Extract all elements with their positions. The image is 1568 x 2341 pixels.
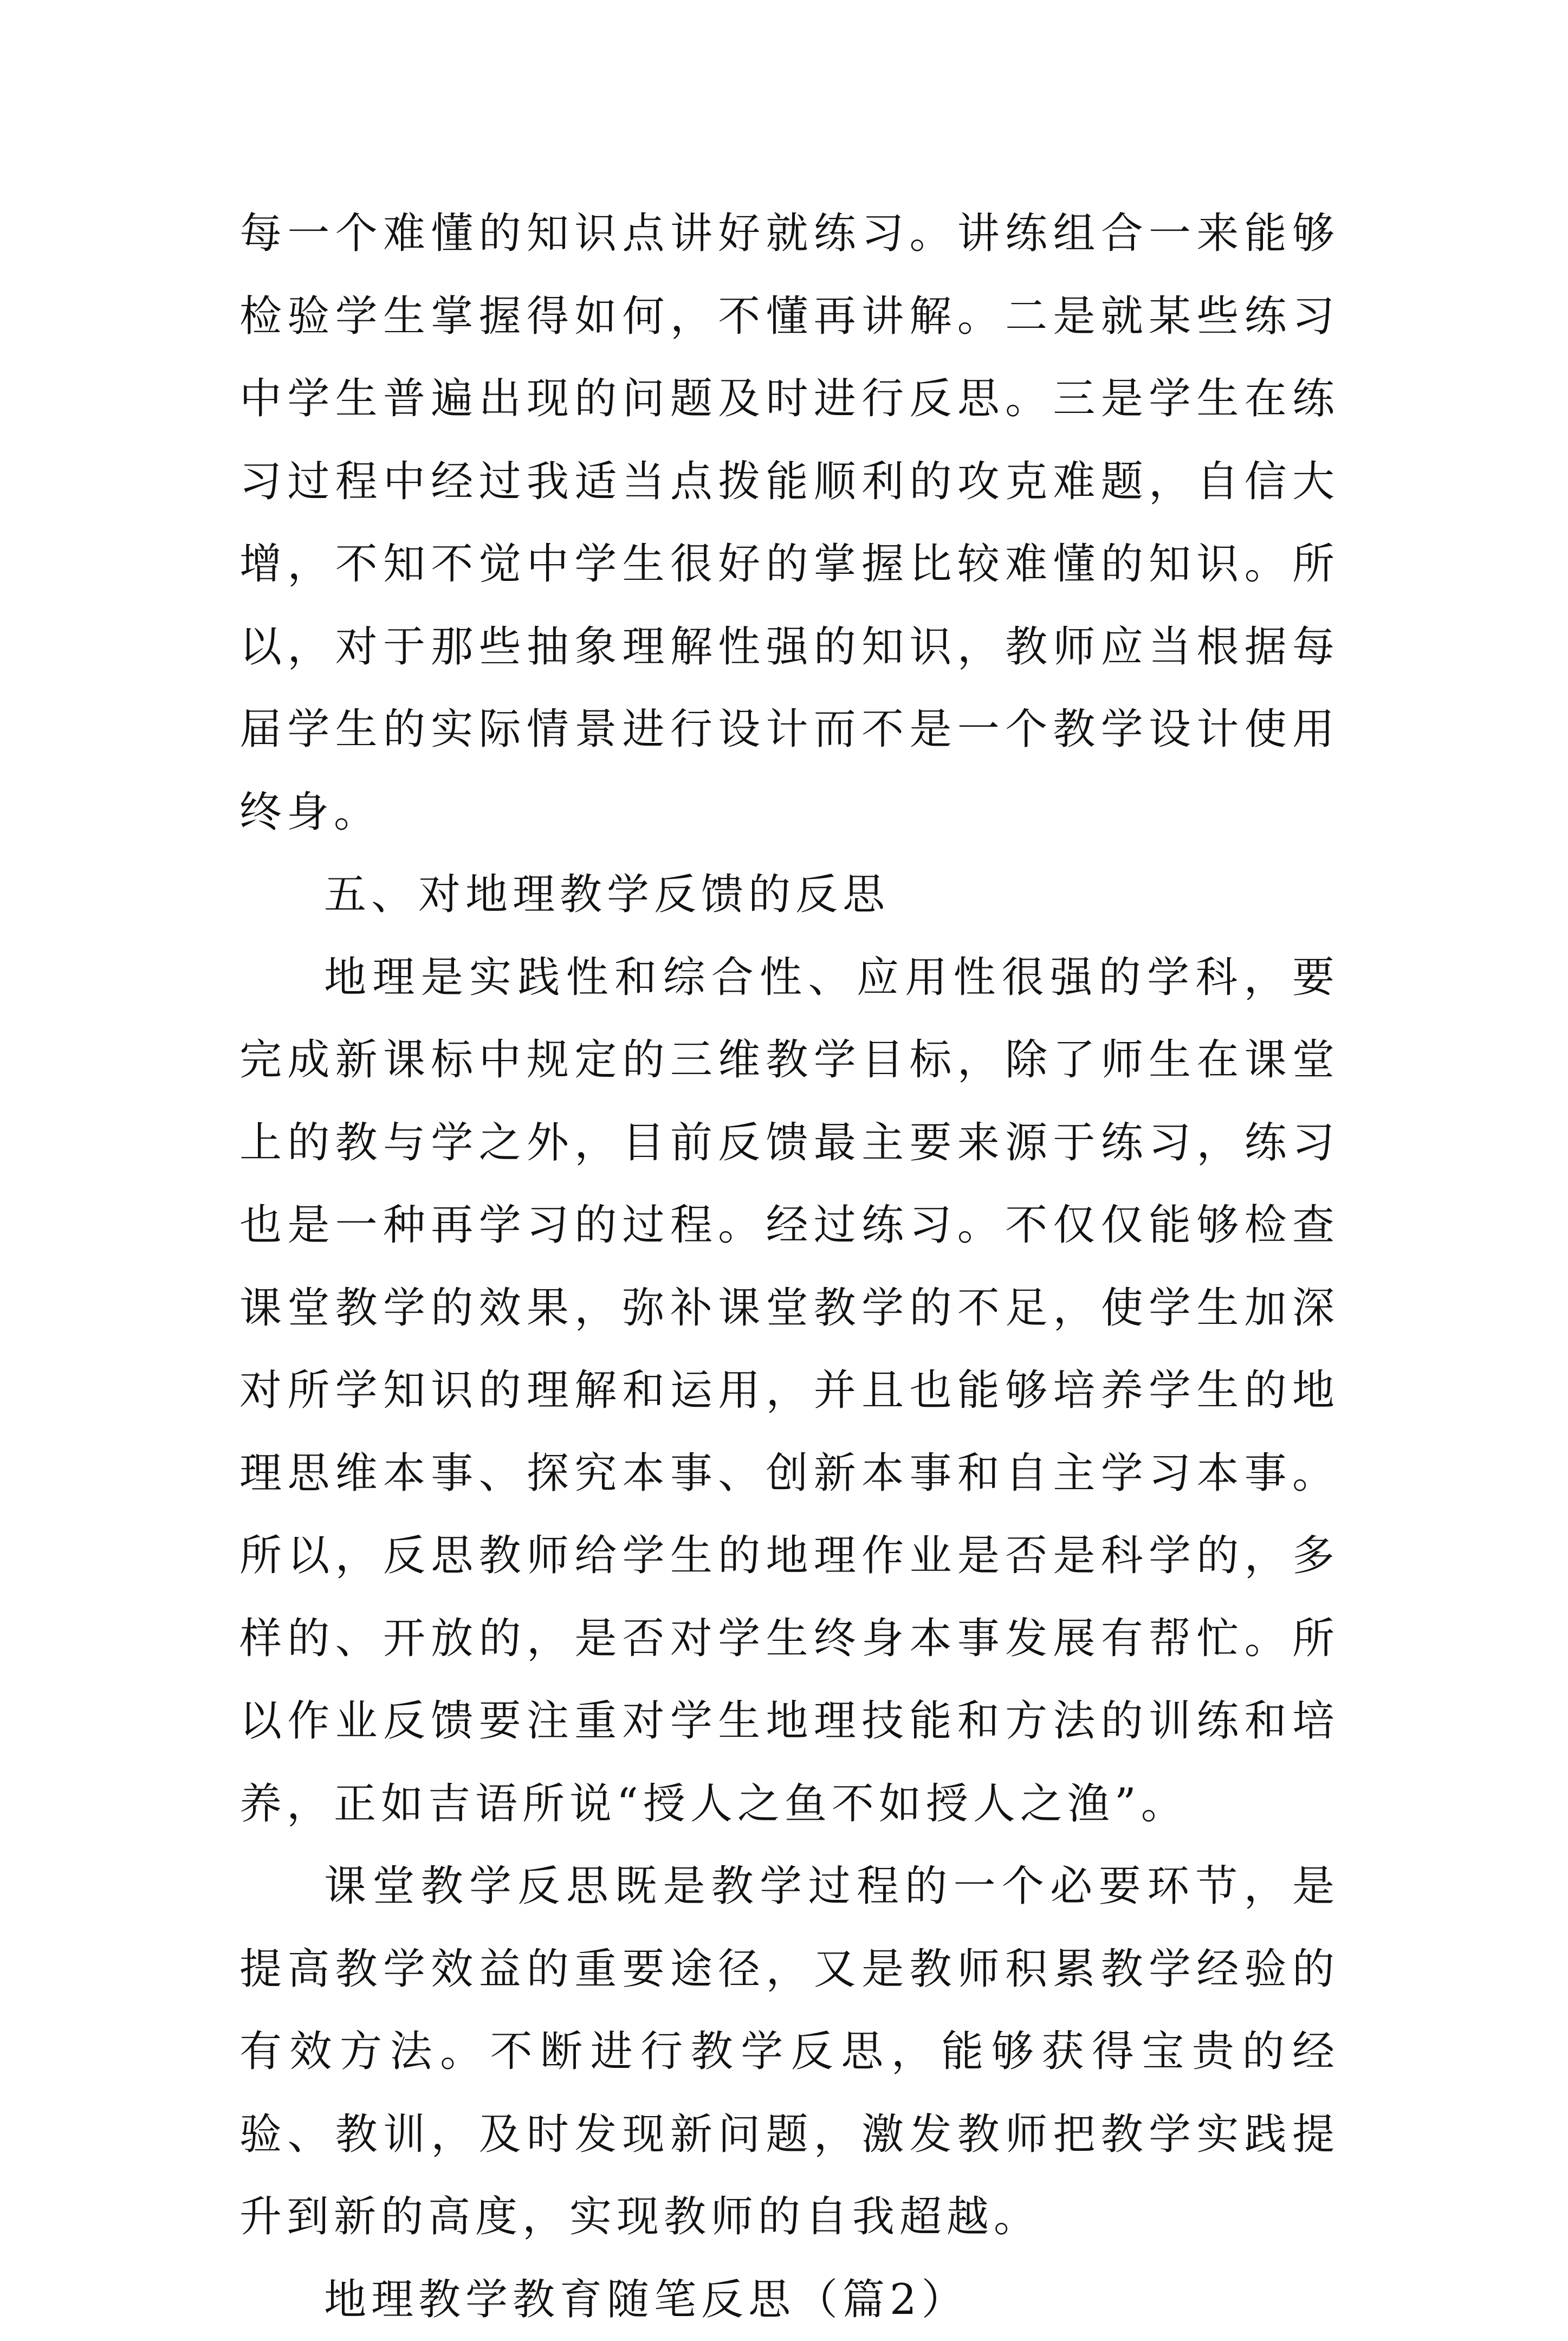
article-title-part-2: 地理教学教育随笔反思（篇2） (239, 2259, 1339, 2341)
section-heading-feedback: 五、对地理教学反馈的反思 (239, 853, 1339, 936)
paragraph-conclusion: 课堂教学反思既是教学过程的一个必要环节，是提高教学效益的重要途径，又是教师积累教学经验的有效方法。不断进行教学反思，能够获得宝贵的经验、教训，及时发现新问题，激发教师把教学实践提升到新的高度，实现教师的自我超越。 (239, 1845, 1339, 2259)
paragraph-continuation: 每一个难懂的知识点讲好就练习。讲练组合一来能够检验学生掌握得如何，不懂再讲解。二是就某些练习中学生普遍出现的问题及时进行反思。三是学生在练习过程中经过我适当点拨能顺利的攻克难题，自信大增，不知不觉中学生很好的掌握比较难懂的知识。所以，对于那些抽象理解性强的知识，教师应当根据每届学生的实际情景进行设计而不是一个教学设计使用终身。 (239, 192, 1339, 853)
paragraph-feedback-body: 地理是实践性和综合性、应用性很强的学科，要完成新课标中规定的三维教学目标，除了师生在课堂上的教与学之外，目前反馈最主要来源于练习，练习也是一种再学习的过程。经过练习。不仅仅能够检查课堂教学的效果，弥补课堂教学的不足，使学生加深对所学知识的理解和运用，并且也能够培养学生的地理思维本事、探究本事、创新本事和自主学习本事。所以，反思教师给学生的地理作业是否是科学的，多样的、开放的，是否对学生终身本事发展有帮忙。所以作业反馈要注重对学生地理技能和方法的训练和培养，正如吉语所说“授人之鱼不如授人之渔”。 (239, 936, 1339, 1846)
document-body (239, 192, 1339, 2341)
